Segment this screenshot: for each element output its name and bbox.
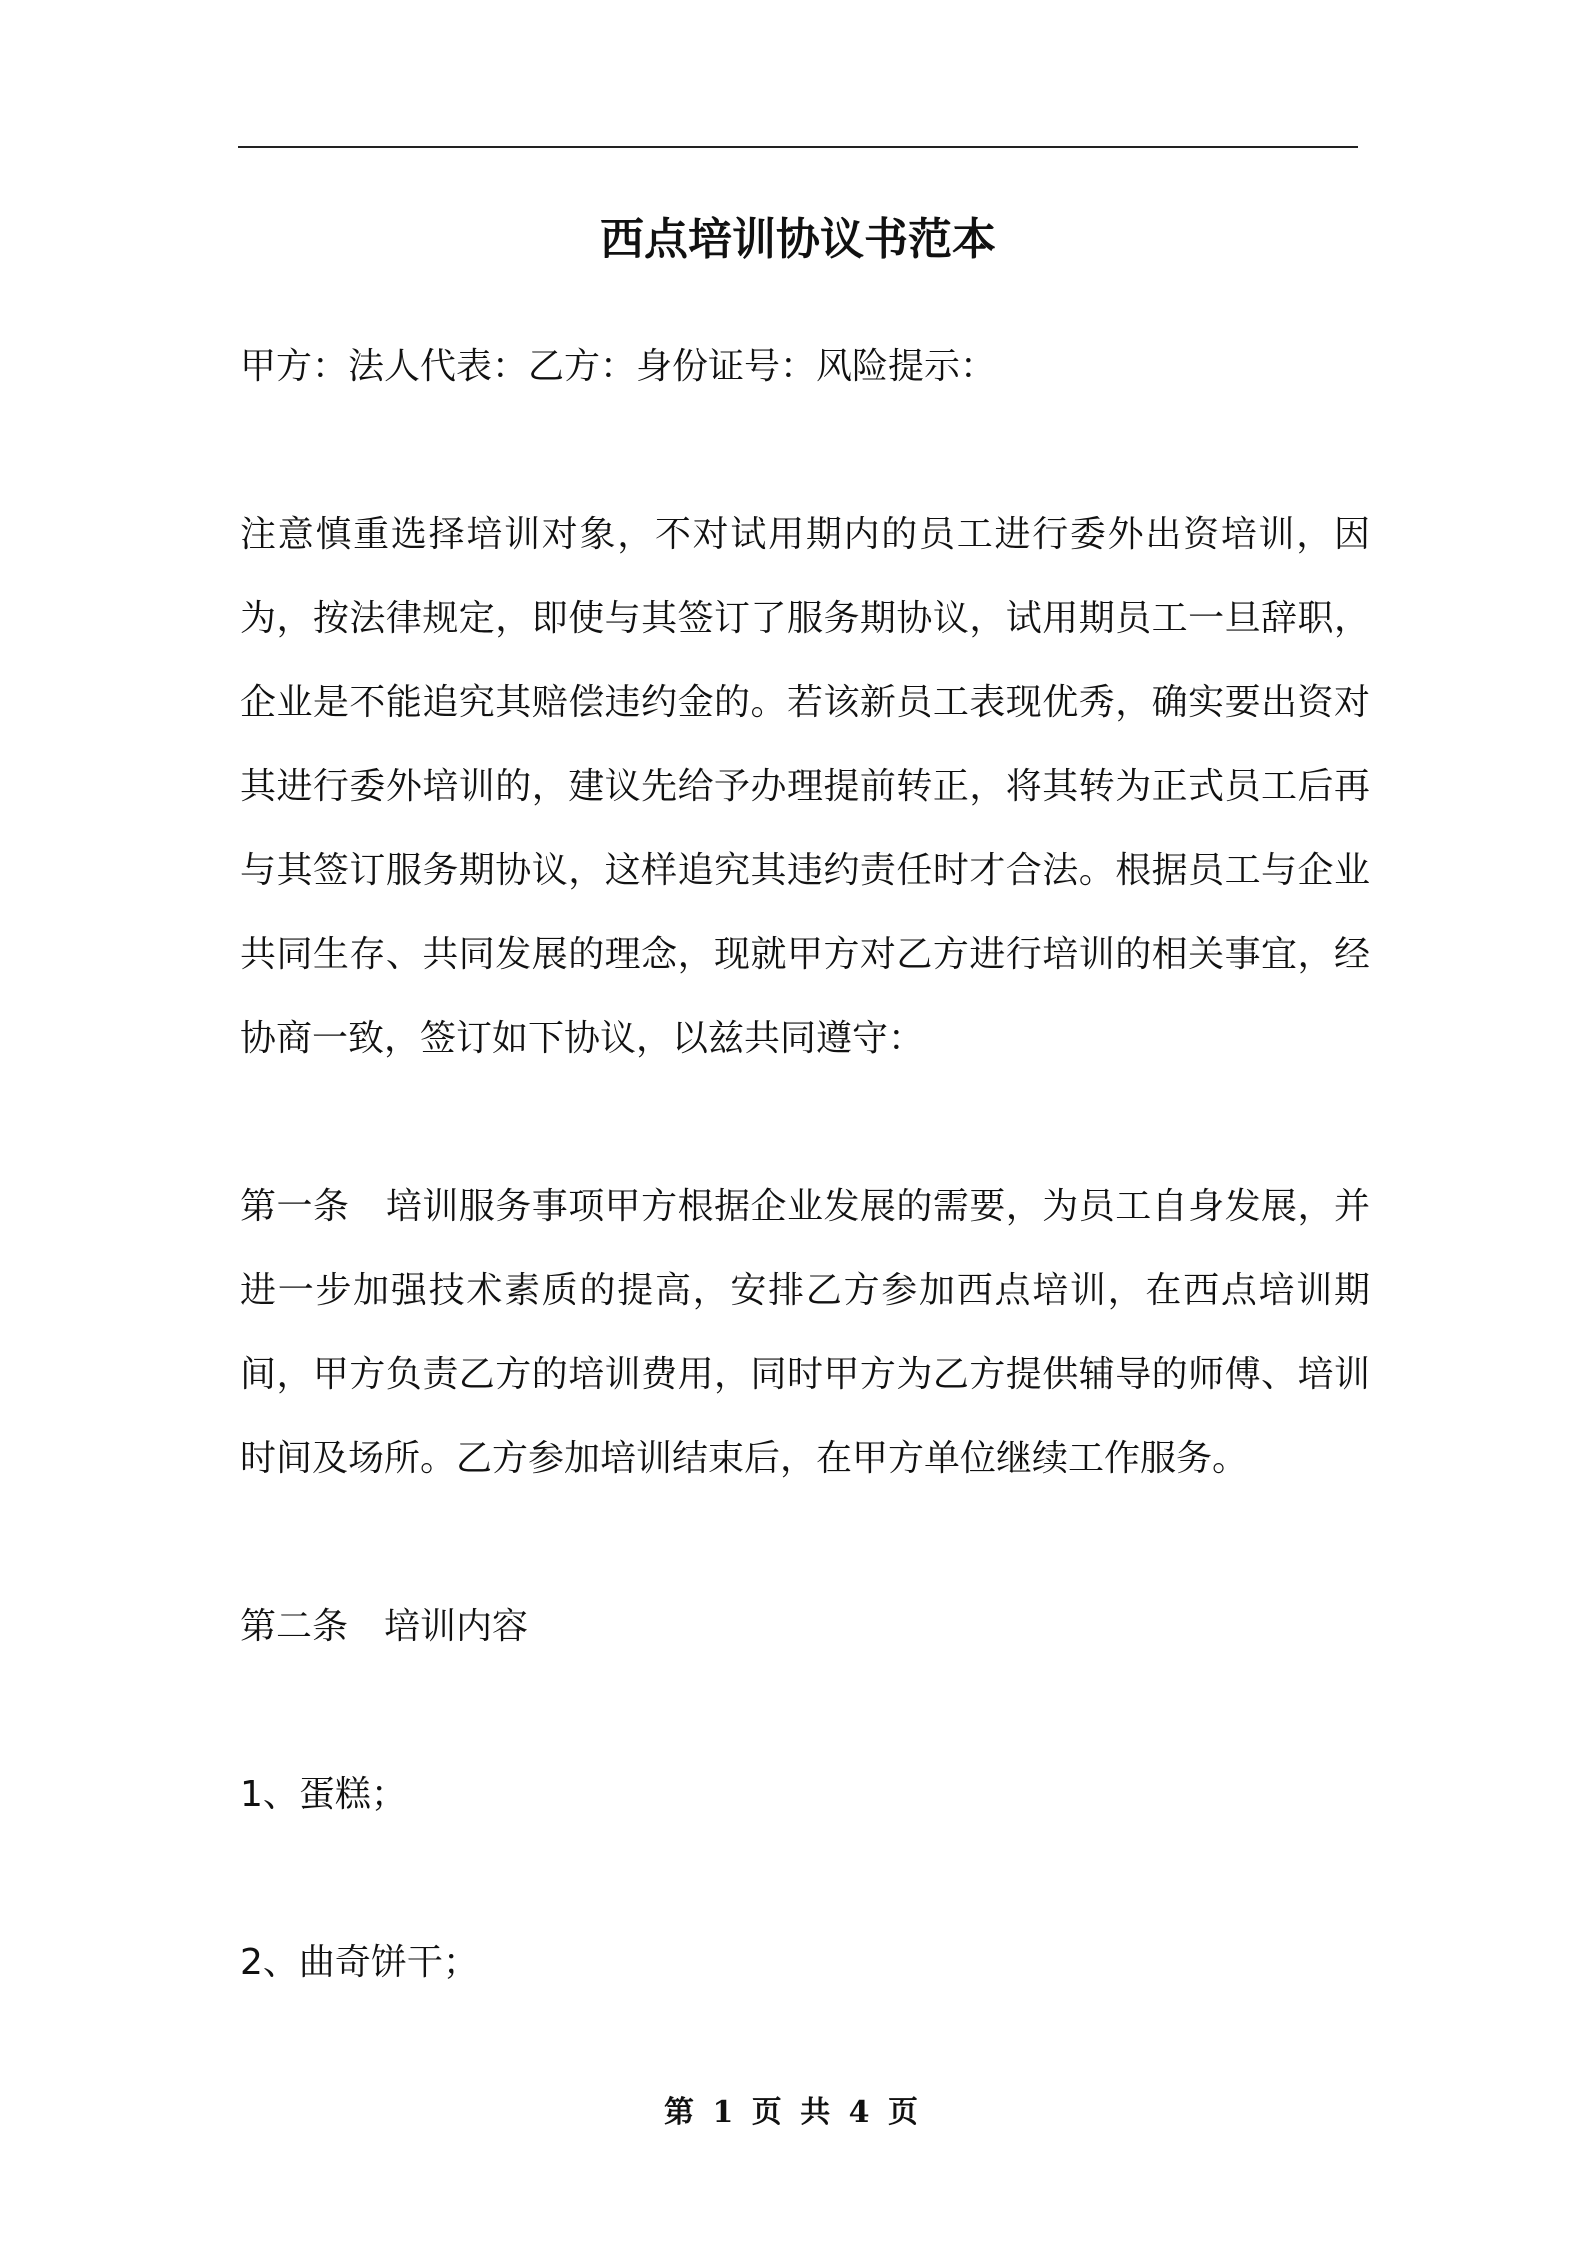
risk-paragraph: 注意慎重选择培训对象，不对试用期内的员工进行委外出资培训，因为，按法律规定，即使与其签订了服务期协议，试用期员工一旦辞职，企业是不能追究其赔偿违约金的。若该新员工表现优秀，确实要出资对其进行委外培训的，建议先给予办理提前转正，将其转为正式员工后再与其签订服务期协议，这样追究其违约责任时才合法。根据员工与企业共同生存、共同发展的理念，现就甲方对乙方进行培训的相关事宜，经协商一致，签订如下协议，以兹共同遵守：: [240, 514, 1370, 1059]
header-rule: [238, 146, 1358, 148]
paragraph-gap: [240, 1669, 1370, 1753]
paragraph-gap: [240, 1501, 1370, 1585]
parties-line: 甲方：法人代表：乙方：身份证号：风险提示：: [240, 346, 997, 387]
article-1: 第一条 培训服务事项甲方根据企业发展的需要，为员工自身发展，并进一步加强技术素质的提高，安排乙方参加西点培训，在西点培训期间，甲方负责乙方的培训费用，同时甲方为乙方提供辅导的师傅、培训时间及场所。乙方参加培训结束后，在甲方单位继续工作服务。: [240, 1186, 1370, 1479]
paragraph-gap: [240, 409, 1370, 493]
paragraph-gap: [240, 1837, 1370, 1921]
paragraph-gap: [240, 1081, 1370, 1165]
document-title: 西点培训协议书范本: [600, 214, 996, 265]
page-number-footer: 第 1 页 共 4 页: [664, 2095, 922, 2130]
list-item-1: 1、蛋糕；: [240, 1774, 407, 1815]
article-2-heading: 第二条 培训内容: [240, 1606, 529, 1647]
document-body: [240, 325, 1370, 2005]
list-item-2: 2、曲奇饼干；: [240, 1942, 479, 1983]
